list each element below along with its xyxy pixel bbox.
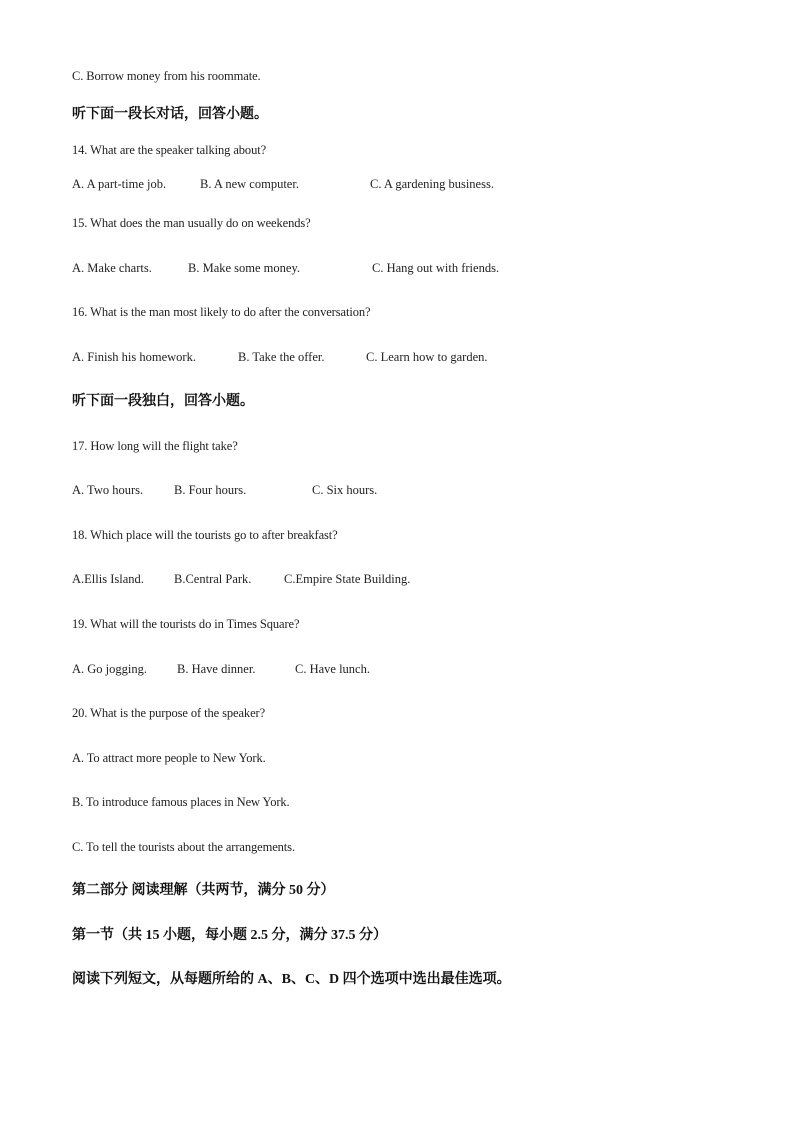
q15-question: 15. What does the man usually do on weekends? [72, 216, 311, 230]
q16-option-b: B. Take the offer. [238, 350, 325, 364]
q17-option-c: C. Six hours. [312, 483, 378, 497]
q14-option-b: B. A new computer. [200, 177, 299, 191]
q15-option-a: A. Make charts. [72, 261, 152, 275]
q19-option-b: B. Have dinner. [177, 662, 256, 676]
part2-title: 第二部分 阅读理解（共两节，满分 50 分） [72, 883, 335, 898]
q19-option-c: C. Have lunch. [295, 662, 370, 676]
q17-option-b: B. Four hours. [174, 483, 247, 497]
q15-option-c: C. Hang out with friends. [372, 261, 500, 275]
q20-question: 20. What is the purpose of the speaker? [72, 706, 266, 720]
q14-question: 14. What are the speaker talking about? [72, 143, 267, 157]
q16-option-a: A. Finish his homework. [72, 350, 196, 364]
q20-option-a: A. To attract more people to New York. [72, 751, 266, 765]
q18-option-b: B.Central Park. [174, 572, 252, 586]
section-dialogue-instruction: 听下面一段长对话，回答小题。 [72, 107, 268, 122]
section-monologue-instruction: 听下面一段独白，回答小题。 [72, 394, 254, 409]
q18-question: 18. Which place will the tourists go to after breakfast? [72, 528, 338, 542]
q14-options [72, 176, 772, 192]
q15-options [72, 260, 772, 276]
q19-options [72, 661, 772, 677]
q18-option-a: A.Ellis Island. [72, 572, 144, 586]
q14-option-a: A. A part-time job. [72, 177, 167, 191]
q16-options [72, 349, 772, 365]
part2-section1-title: 第一节（共 15 小题，每小题 2.5 分，满分 37.5 分） [72, 928, 387, 943]
q18-options [72, 571, 772, 587]
q14-option-c: C. A gardening business. [370, 177, 494, 191]
q19-option-a: A. Go jogging. [72, 662, 147, 676]
q19-question: 19. What will the tourists do in Times Square? [72, 617, 300, 631]
q15-option-b: B. Make some money. [188, 261, 301, 275]
q16-question: 16. What is the man most likely to do after the conversation? [72, 305, 371, 319]
q17-question: 17. How long will the flight take? [72, 439, 238, 453]
q20-option-c: C. To tell the tourists about the arrangements. [72, 840, 295, 854]
q17-option-a: A. Two hours. [72, 483, 144, 497]
q18-option-c: C.Empire State Building. [284, 572, 411, 586]
q17-options [72, 482, 772, 498]
q16-option-c: C. Learn how to garden. [366, 350, 488, 364]
part2-instruction: 阅读下列短文，从每题所给的 A、B、C、D 四个选项中选出最佳选项。 [72, 972, 511, 987]
q13-option-c: C. Borrow money from his roommate. [72, 69, 261, 83]
q20-option-b: B. To introduce famous places in New York. [72, 795, 290, 809]
